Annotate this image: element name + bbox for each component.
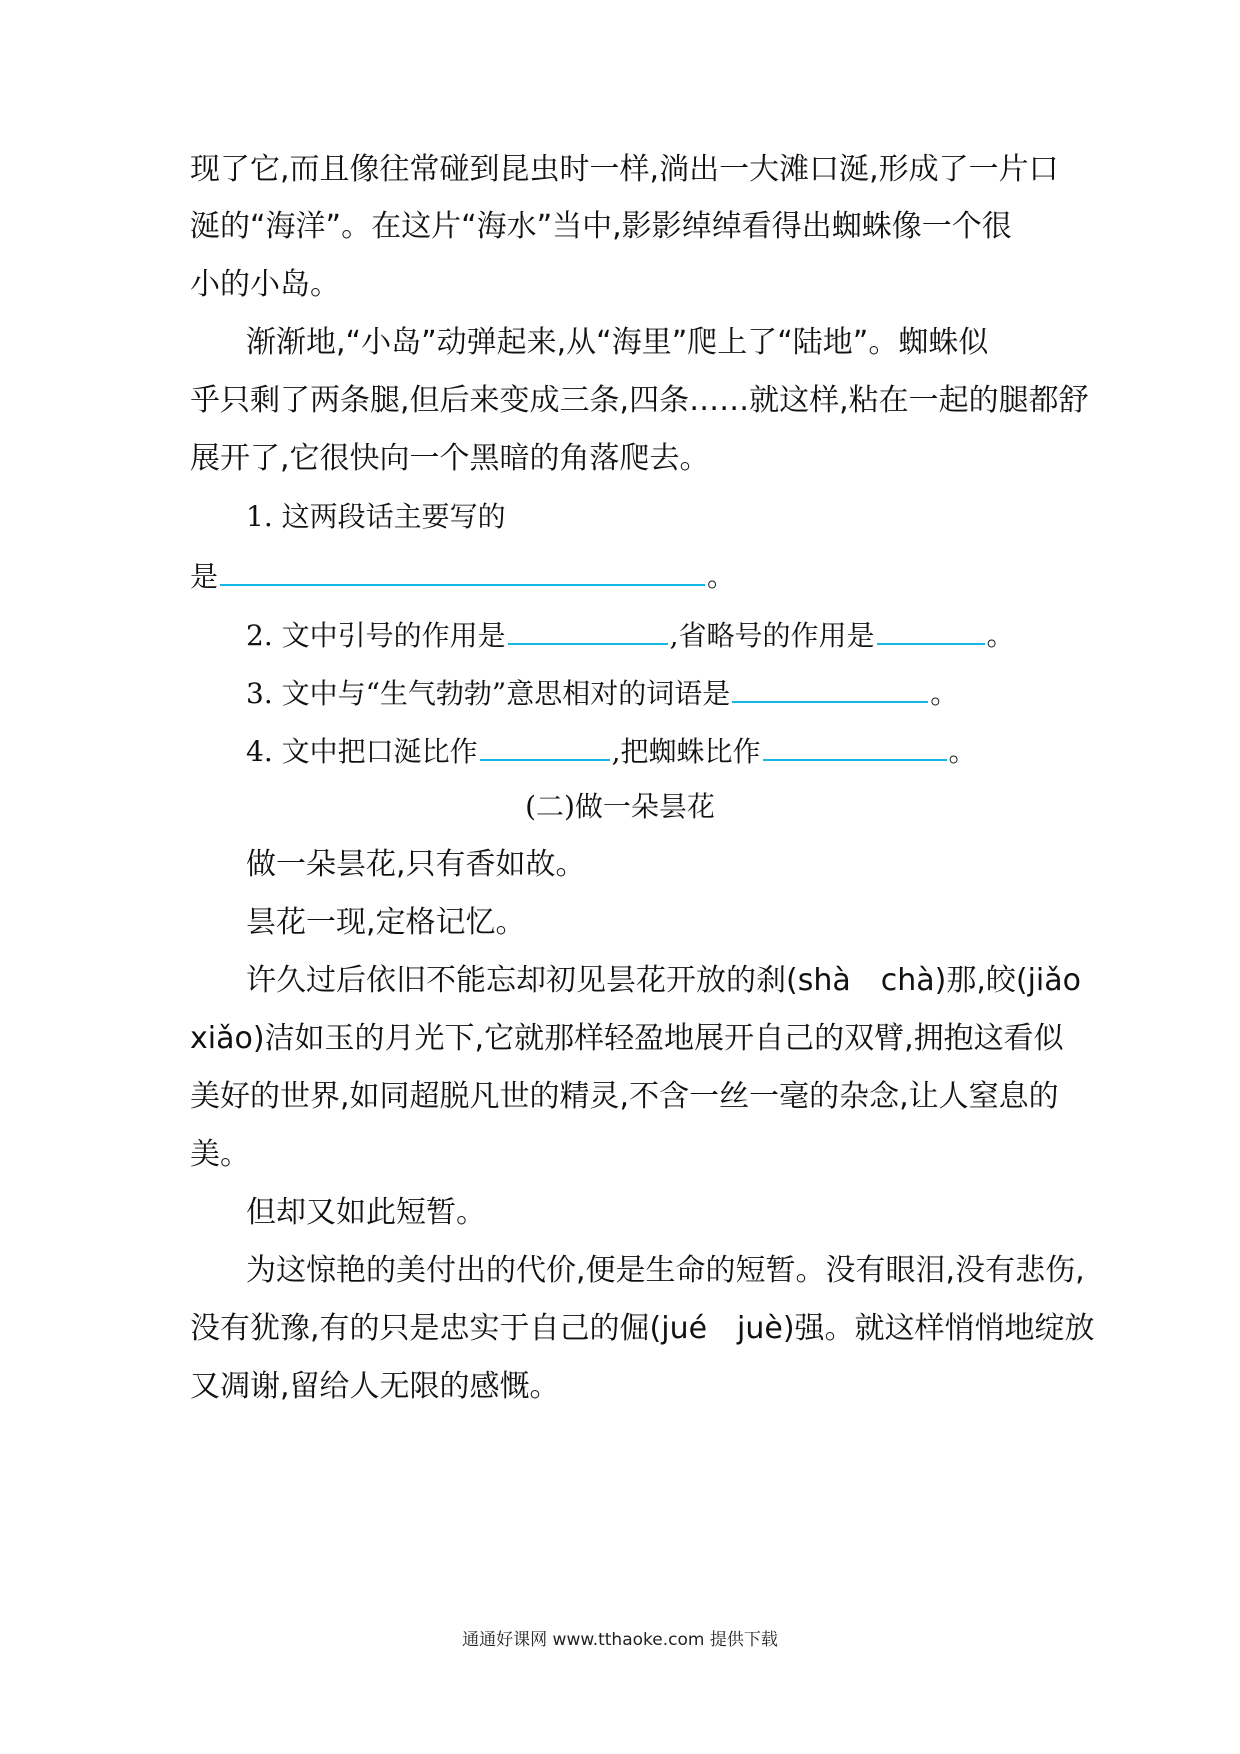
- passage1-line-4: 渐渐地,“小岛”动弹起来,从“海里”爬上了“陆地”。蜘蛛似: [246, 325, 989, 360]
- passage1-line-5: 乎只剩了两条腿,但后来变成三条,四条……就这样,粘在一起的腿都舒: [190, 383, 1089, 418]
- question-4-end: 。: [948, 735, 977, 768]
- passage1-line-2: 涎的“海洋”。在这片“海水”当中,影影绰绰看得出蜘蛛像一个很: [190, 209, 1012, 244]
- section2-line-4: xiǎo)洁如玉的月光下,它就那样轻盈地展开自己的双臂,拥抱这看似: [190, 1021, 1064, 1056]
- question-4-text-2: ,把蜘蛛比作: [611, 735, 761, 768]
- question-4: [246, 729, 977, 772]
- section2-line-3: 许久过后依旧不能忘却初见昙花开放的刹(shà chà)那,皎(jiǎo: [246, 963, 1081, 998]
- question-1-end: 。: [707, 560, 736, 593]
- question-2-end: 。: [986, 619, 1015, 652]
- question-3-end: 。: [930, 677, 959, 710]
- section2-line-6: 美。: [190, 1137, 250, 1172]
- question-3: [246, 671, 958, 714]
- section2-line-2: 昙花一现,定格记忆。: [246, 905, 526, 940]
- answer-blank-4a[interactable]: [480, 729, 610, 761]
- question-4-text: 4. 文中把口涎比作: [246, 735, 478, 768]
- answer-blank-4b[interactable]: [763, 729, 947, 761]
- passage1-line-6: 展开了,它很快向一个黑暗的角落爬去。: [190, 441, 710, 476]
- question-3-text: 3. 文中与“生气勃勃”意思相对的词语是: [246, 677, 731, 710]
- section2-line-7: 但却又如此短暂。: [246, 1195, 486, 1230]
- section2-line-10: 又凋谢,留给人无限的感慨。: [190, 1369, 560, 1404]
- answer-blank-2b[interactable]: [877, 613, 985, 645]
- section2-line-9: 没有犹豫,有的只是忠实于自己的倔(jué juè)强。就这样悄悄地绽放: [190, 1311, 1095, 1346]
- question-1-line-2: [190, 554, 735, 597]
- question-2-text: 2. 文中引号的作用是: [246, 619, 506, 652]
- question-1-line-1: 1. 这两段话主要写的: [246, 500, 506, 533]
- section2-line-1: 做一朵昙花,只有香如故。: [246, 847, 586, 882]
- question-2-text-2: ,省略号的作用是: [669, 619, 875, 652]
- section2-line-5: 美好的世界,如同超脱凡世的精灵,不含一丝一毫的杂念,让人窒息的: [190, 1079, 1059, 1114]
- answer-blank-1[interactable]: [220, 554, 705, 586]
- section2-line-8: 为这惊艳的美付出的代价,便是生命的短暂。没有眼泪,没有悲伤,: [246, 1253, 1085, 1288]
- question-1-prefix: 是: [190, 560, 219, 593]
- section-2-title: (二)做一朵昙花: [525, 790, 715, 823]
- question-2: [246, 613, 1015, 656]
- passage1-line-3: 小的小岛。: [190, 267, 340, 302]
- answer-blank-2a[interactable]: [508, 613, 668, 645]
- answer-blank-3[interactable]: [732, 671, 928, 703]
- page-footer: 通通好课网 www.tthaoke.com 提供下载: [462, 1630, 778, 1650]
- passage1-line-1: 现了它,而且像往常碰到昆虫时一样,淌出一大滩口涎,形成了一片口: [190, 152, 1059, 187]
